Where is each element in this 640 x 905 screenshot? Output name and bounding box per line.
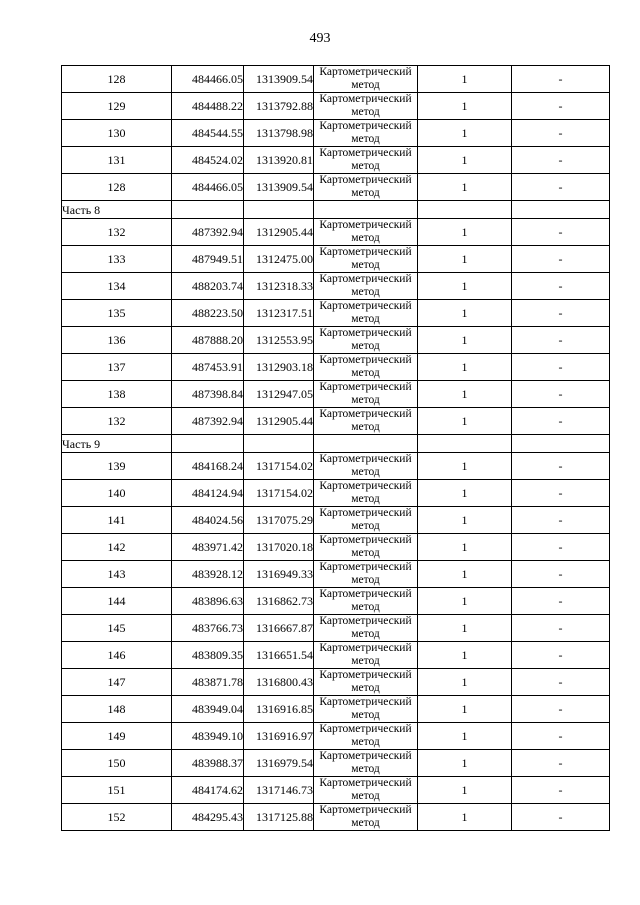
- y-coordinate-cell: 1316667.87: [244, 615, 314, 642]
- method-line-2: метод: [351, 232, 380, 244]
- point-number-cell: 149: [62, 723, 172, 750]
- method-cell: [314, 750, 418, 777]
- empty-cell: [244, 435, 314, 453]
- table-row: [62, 300, 610, 327]
- table-row: [62, 381, 610, 408]
- x-coordinate-cell: 484466.05: [172, 174, 244, 201]
- method-cell: [314, 381, 418, 408]
- method-cell: [314, 561, 418, 588]
- table-row: [62, 93, 610, 120]
- x-coordinate-cell: 483809.35: [172, 642, 244, 669]
- point-number-cell: 145: [62, 615, 172, 642]
- point-number-cell: 131: [62, 147, 172, 174]
- method-line-1: Картометрический: [319, 723, 412, 735]
- table-row: [62, 615, 610, 642]
- method-line-2: метод: [351, 313, 380, 325]
- y-coordinate-cell: 1316949.33: [244, 561, 314, 588]
- table-row: [62, 723, 610, 750]
- method-cell: [314, 480, 418, 507]
- description-cell: -: [512, 561, 610, 588]
- table-row: [62, 750, 610, 777]
- accuracy-cell: 1: [418, 723, 512, 750]
- method-line-2: метод: [351, 106, 380, 118]
- method-cell: [314, 723, 418, 750]
- description-cell: -: [512, 453, 610, 480]
- table-row: [62, 588, 610, 615]
- empty-cell: [172, 201, 244, 219]
- point-number-cell: 140: [62, 480, 172, 507]
- description-cell: -: [512, 723, 610, 750]
- y-coordinate-cell: 1317146.73: [244, 777, 314, 804]
- description-cell: -: [512, 408, 610, 435]
- method-line-2: метод: [351, 286, 380, 298]
- empty-cell: [512, 435, 610, 453]
- y-coordinate-cell: 1312905.44: [244, 219, 314, 246]
- description-cell: -: [512, 534, 610, 561]
- x-coordinate-cell: 487949.51: [172, 246, 244, 273]
- y-coordinate-cell: 1312905.44: [244, 408, 314, 435]
- accuracy-cell: 1: [418, 246, 512, 273]
- method-cell: [314, 120, 418, 147]
- accuracy-cell: 1: [418, 615, 512, 642]
- accuracy-cell: 1: [418, 147, 512, 174]
- point-number-cell: 128: [62, 66, 172, 93]
- method-cell: [314, 300, 418, 327]
- x-coordinate-cell: 487392.94: [172, 408, 244, 435]
- method-cell: [314, 219, 418, 246]
- point-number-cell: 134: [62, 273, 172, 300]
- empty-cell: [244, 201, 314, 219]
- point-number-cell: 129: [62, 93, 172, 120]
- method-line-1: Картометрический: [319, 588, 412, 600]
- method-line-2: метод: [351, 736, 380, 748]
- method-line-2: метод: [351, 367, 380, 379]
- accuracy-cell: 1: [418, 480, 512, 507]
- description-cell: -: [512, 66, 610, 93]
- method-cell: [314, 669, 418, 696]
- description-cell: -: [512, 588, 610, 615]
- method-cell: [314, 696, 418, 723]
- method-line-2: метод: [351, 493, 380, 505]
- x-coordinate-cell: 483766.73: [172, 615, 244, 642]
- method-line-2: метод: [351, 709, 380, 721]
- x-coordinate-cell: 484544.55: [172, 120, 244, 147]
- method-line-1: Картометрический: [319, 561, 412, 573]
- method-line-1: Картометрический: [319, 534, 412, 546]
- method-line-2: метод: [351, 394, 380, 406]
- point-number-cell: 136: [62, 327, 172, 354]
- empty-cell: [418, 435, 512, 453]
- method-line-2: метод: [351, 682, 380, 694]
- point-number-cell: 148: [62, 696, 172, 723]
- method-cell: [314, 804, 418, 831]
- table-row: [62, 507, 610, 534]
- point-number-cell: 138: [62, 381, 172, 408]
- accuracy-cell: 1: [418, 381, 512, 408]
- description-cell: -: [512, 642, 610, 669]
- x-coordinate-cell: 484174.62: [172, 777, 244, 804]
- method-cell: [314, 588, 418, 615]
- method-line-2: метод: [351, 133, 380, 145]
- method-line-1: Картометрический: [319, 354, 412, 366]
- table-row: [62, 804, 610, 831]
- point-number-cell: 139: [62, 453, 172, 480]
- table-row: [62, 480, 610, 507]
- x-coordinate-cell: 487398.84: [172, 381, 244, 408]
- method-line-1: Картометрический: [319, 642, 412, 654]
- description-cell: -: [512, 246, 610, 273]
- point-number-cell: 144: [62, 588, 172, 615]
- y-coordinate-cell: 1312475.00: [244, 246, 314, 273]
- accuracy-cell: 1: [418, 66, 512, 93]
- table-row: [62, 561, 610, 588]
- method-line-1: Картометрический: [319, 480, 412, 492]
- empty-cell: [418, 201, 512, 219]
- method-line-2: метод: [351, 763, 380, 775]
- table-row: [62, 273, 610, 300]
- method-line-1: Картометрический: [319, 615, 412, 627]
- x-coordinate-cell: 487453.91: [172, 354, 244, 381]
- method-cell: [314, 615, 418, 642]
- method-cell: [314, 642, 418, 669]
- table-row: [62, 777, 610, 804]
- y-coordinate-cell: 1312903.18: [244, 354, 314, 381]
- accuracy-cell: 1: [418, 408, 512, 435]
- y-coordinate-cell: 1317154.02: [244, 453, 314, 480]
- accuracy-cell: 1: [418, 93, 512, 120]
- point-number-cell: 143: [62, 561, 172, 588]
- x-coordinate-cell: 487888.20: [172, 327, 244, 354]
- method-line-1: Картометрический: [319, 246, 412, 258]
- point-number-cell: 137: [62, 354, 172, 381]
- method-line-1: Картометрический: [319, 327, 412, 339]
- point-number-cell: 133: [62, 246, 172, 273]
- method-cell: [314, 246, 418, 273]
- description-cell: -: [512, 615, 610, 642]
- method-cell: [314, 777, 418, 804]
- method-line-1: Картометрический: [319, 300, 412, 312]
- method-line-2: метод: [351, 187, 380, 199]
- y-coordinate-cell: 1312553.95: [244, 327, 314, 354]
- accuracy-cell: 1: [418, 804, 512, 831]
- y-coordinate-cell: 1312318.33: [244, 273, 314, 300]
- description-cell: -: [512, 327, 610, 354]
- accuracy-cell: 1: [418, 507, 512, 534]
- accuracy-cell: 1: [418, 777, 512, 804]
- table-row: [62, 534, 610, 561]
- point-number-cell: 130: [62, 120, 172, 147]
- method-line-2: метод: [351, 655, 380, 667]
- description-cell: -: [512, 750, 610, 777]
- description-cell: -: [512, 219, 610, 246]
- y-coordinate-cell: 1316651.54: [244, 642, 314, 669]
- accuracy-cell: 1: [418, 300, 512, 327]
- method-line-1: Картометрический: [319, 381, 412, 393]
- method-cell: [314, 534, 418, 561]
- accuracy-cell: 1: [418, 534, 512, 561]
- section-header-row: [62, 435, 610, 453]
- table-row: [62, 66, 610, 93]
- method-line-1: Картометрический: [319, 507, 412, 519]
- y-coordinate-cell: 1316979.54: [244, 750, 314, 777]
- accuracy-cell: 1: [418, 219, 512, 246]
- x-coordinate-cell: 484466.05: [172, 66, 244, 93]
- description-cell: -: [512, 354, 610, 381]
- x-coordinate-cell: 484295.43: [172, 804, 244, 831]
- method-line-2: метод: [351, 259, 380, 271]
- method-line-2: метод: [351, 160, 380, 172]
- y-coordinate-cell: 1312947.05: [244, 381, 314, 408]
- accuracy-cell: 1: [418, 273, 512, 300]
- accuracy-cell: 1: [418, 120, 512, 147]
- method-cell: [314, 507, 418, 534]
- y-coordinate-cell: 1317020.18: [244, 534, 314, 561]
- y-coordinate-cell: 1316800.43: [244, 669, 314, 696]
- method-line-2: метод: [351, 817, 380, 829]
- table-row: [62, 354, 610, 381]
- method-line-2: метод: [351, 628, 380, 640]
- table-row: [62, 408, 610, 435]
- method-line-2: метод: [351, 790, 380, 802]
- method-cell: [314, 93, 418, 120]
- method-line-2: метод: [351, 574, 380, 586]
- method-cell: [314, 147, 418, 174]
- method-line-1: Картометрический: [319, 669, 412, 681]
- method-line-1: Картометрический: [319, 66, 412, 78]
- coordinates-table: [61, 65, 610, 831]
- y-coordinate-cell: 1317075.29: [244, 507, 314, 534]
- x-coordinate-cell: 487392.94: [172, 219, 244, 246]
- description-cell: -: [512, 120, 610, 147]
- y-coordinate-cell: 1313909.54: [244, 66, 314, 93]
- description-cell: -: [512, 804, 610, 831]
- method-line-2: метод: [351, 547, 380, 559]
- description-cell: -: [512, 669, 610, 696]
- point-number-cell: 150: [62, 750, 172, 777]
- method-cell: [314, 66, 418, 93]
- method-line-2: метод: [351, 340, 380, 352]
- page-number: 493: [309, 31, 331, 46]
- description-cell: -: [512, 273, 610, 300]
- x-coordinate-cell: 483971.42: [172, 534, 244, 561]
- table-row: [62, 696, 610, 723]
- y-coordinate-cell: 1316916.97: [244, 723, 314, 750]
- table-row: [62, 327, 610, 354]
- point-number-cell: 152: [62, 804, 172, 831]
- method-line-1: Картометрический: [319, 777, 412, 789]
- method-line-2: метод: [351, 466, 380, 478]
- accuracy-cell: 1: [418, 561, 512, 588]
- x-coordinate-cell: 484168.24: [172, 453, 244, 480]
- method-cell: [314, 327, 418, 354]
- x-coordinate-cell: 483896.63: [172, 588, 244, 615]
- section-label: Часть 8: [62, 201, 172, 219]
- method-line-1: Картометрический: [319, 408, 412, 420]
- method-cell: [314, 453, 418, 480]
- method-line-1: Картометрический: [319, 804, 412, 816]
- x-coordinate-cell: 484024.56: [172, 507, 244, 534]
- method-cell: [314, 273, 418, 300]
- method-cell: [314, 174, 418, 201]
- coordinates-table-body: [62, 66, 610, 831]
- point-number-cell: 132: [62, 408, 172, 435]
- method-line-1: Картометрический: [319, 696, 412, 708]
- y-coordinate-cell: 1316862.73: [244, 588, 314, 615]
- accuracy-cell: 1: [418, 174, 512, 201]
- y-coordinate-cell: 1313792.88: [244, 93, 314, 120]
- x-coordinate-cell: 483928.12: [172, 561, 244, 588]
- description-cell: -: [512, 147, 610, 174]
- table-row: [62, 174, 610, 201]
- table-row: [62, 642, 610, 669]
- method-line-1: Картометрический: [319, 147, 412, 159]
- x-coordinate-cell: 483988.37: [172, 750, 244, 777]
- x-coordinate-cell: 488223.50: [172, 300, 244, 327]
- accuracy-cell: 1: [418, 642, 512, 669]
- y-coordinate-cell: 1312317.51: [244, 300, 314, 327]
- point-number-cell: 146: [62, 642, 172, 669]
- y-coordinate-cell: 1317154.02: [244, 480, 314, 507]
- table-row: [62, 669, 610, 696]
- point-number-cell: 135: [62, 300, 172, 327]
- method-line-1: Картометрический: [319, 93, 412, 105]
- empty-cell: [314, 201, 418, 219]
- x-coordinate-cell: 483871.78: [172, 669, 244, 696]
- point-number-cell: 147: [62, 669, 172, 696]
- method-line-2: метод: [351, 520, 380, 532]
- point-number-cell: 132: [62, 219, 172, 246]
- table-row: [62, 219, 610, 246]
- method-line-1: Картометрический: [319, 750, 412, 762]
- method-line-1: Картометрический: [319, 453, 412, 465]
- table-row: [62, 453, 610, 480]
- y-coordinate-cell: 1313920.81: [244, 147, 314, 174]
- method-line-2: метод: [351, 601, 380, 613]
- method-line-2: метод: [351, 79, 380, 91]
- description-cell: -: [512, 696, 610, 723]
- accuracy-cell: 1: [418, 453, 512, 480]
- y-coordinate-cell: 1316916.85: [244, 696, 314, 723]
- description-cell: -: [512, 93, 610, 120]
- method-line-1: Картометрический: [319, 120, 412, 132]
- point-number-cell: 141: [62, 507, 172, 534]
- table-row: [62, 147, 610, 174]
- description-cell: -: [512, 777, 610, 804]
- y-coordinate-cell: 1317125.88: [244, 804, 314, 831]
- method-line-1: Картометрический: [319, 174, 412, 186]
- y-coordinate-cell: 1313798.98: [244, 120, 314, 147]
- accuracy-cell: 1: [418, 327, 512, 354]
- x-coordinate-cell: 484488.22: [172, 93, 244, 120]
- x-coordinate-cell: 484124.94: [172, 480, 244, 507]
- table-row: [62, 246, 610, 273]
- empty-cell: [314, 435, 418, 453]
- method-line-1: Картометрический: [319, 219, 412, 231]
- x-coordinate-cell: 483949.10: [172, 723, 244, 750]
- empty-cell: [512, 201, 610, 219]
- description-cell: -: [512, 480, 610, 507]
- accuracy-cell: 1: [418, 354, 512, 381]
- x-coordinate-cell: 484524.02: [172, 147, 244, 174]
- point-number-cell: 128: [62, 174, 172, 201]
- description-cell: -: [512, 507, 610, 534]
- description-cell: -: [512, 381, 610, 408]
- empty-cell: [172, 435, 244, 453]
- point-number-cell: 151: [62, 777, 172, 804]
- section-label: Часть 9: [62, 435, 172, 453]
- method-cell: [314, 408, 418, 435]
- method-cell: [314, 354, 418, 381]
- section-header-row: [62, 201, 610, 219]
- y-coordinate-cell: 1313909.54: [244, 174, 314, 201]
- accuracy-cell: 1: [418, 669, 512, 696]
- description-cell: -: [512, 300, 610, 327]
- point-number-cell: 142: [62, 534, 172, 561]
- x-coordinate-cell: 488203.74: [172, 273, 244, 300]
- accuracy-cell: 1: [418, 588, 512, 615]
- table-row: [62, 120, 610, 147]
- description-cell: -: [512, 174, 610, 201]
- x-coordinate-cell: 483949.04: [172, 696, 244, 723]
- accuracy-cell: 1: [418, 750, 512, 777]
- method-line-2: метод: [351, 421, 380, 433]
- method-line-1: Картометрический: [319, 273, 412, 285]
- accuracy-cell: 1: [418, 696, 512, 723]
